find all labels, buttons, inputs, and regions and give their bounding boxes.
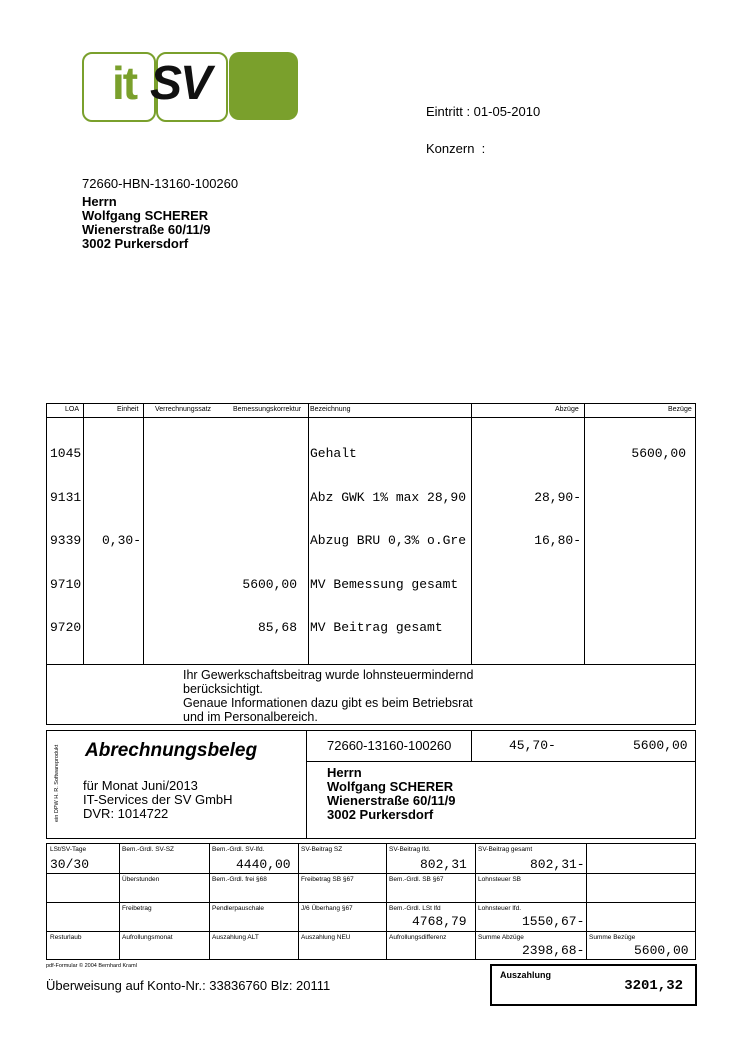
einheit-cell xyxy=(83,447,141,462)
aufrollungsdifferenz-label: Aufrollungsdifferenz xyxy=(389,934,447,941)
beleg-dvr: DVR: 1014722 xyxy=(83,806,169,821)
einheit-cell xyxy=(83,578,141,593)
beleg-address-name: Wolfgang SCHERER xyxy=(327,779,454,794)
col-header-loa: LOA xyxy=(65,406,80,413)
eintritt-date: Eintritt : 01-05-2010 xyxy=(426,104,541,119)
reference-number: 72660-HBN-13160-100260 xyxy=(82,176,239,191)
beleg-address-salutation: Herrn xyxy=(327,765,362,780)
bezuege-column xyxy=(586,418,686,665)
bem-grdl-sv-lfd-value: 4440,00 xyxy=(236,857,291,872)
bemessung-cell xyxy=(197,534,297,549)
einheit-cell xyxy=(83,621,141,636)
software-producer-note: ein DPW H. R. Softwareprodukt xyxy=(54,744,60,822)
summe-abzuege-label: Summe Abzüge xyxy=(478,934,524,941)
sv-beitrag-gesamt-label: SV-Beitrag gesamt xyxy=(478,846,533,853)
beleg-info xyxy=(83,779,233,821)
loa-cell: 9339 xyxy=(50,533,82,548)
summe-abzuege-value: 2398,68- xyxy=(522,943,585,958)
loa-column xyxy=(50,418,81,665)
loa-cell: 1045 xyxy=(50,446,82,461)
pdf-copyright: pdf-Formular © 2004 Bernhard Kraml xyxy=(46,963,137,969)
col-header-verrechnungssatz: Verrechnungssatz xyxy=(155,406,212,413)
beleg-address-street: Wienerstraße 60/11/9 xyxy=(327,793,456,808)
bem-grdl-lst-label: Bem.-Grdl. LSt lfd xyxy=(389,905,441,912)
resturlaub-label: Resturlaub xyxy=(50,934,82,941)
summary-grid xyxy=(46,843,696,960)
col-header-bemessungskorrektur: Bemessungskorrektur xyxy=(233,406,302,413)
bemessung-column xyxy=(197,418,297,665)
union-fee-notice xyxy=(183,668,473,724)
abzuege-cell xyxy=(473,621,581,636)
bemessung-cell xyxy=(197,447,297,462)
address-name: Wolfgang SCHERER xyxy=(82,208,209,223)
col-header-bezuege: Bezüge xyxy=(668,406,692,413)
ueberstunden-label: Überstunden xyxy=(122,876,160,883)
bezuege-cell xyxy=(586,491,686,506)
einheit-column xyxy=(83,418,141,665)
abzuege-cell: 28,90- xyxy=(534,489,581,505)
bezuege-cell xyxy=(586,534,686,549)
beleg-title: Abrechnungsbeleg xyxy=(85,740,258,761)
bank-transfer-info: Überweisung auf Konto-Nr.: 33836760 Blz: 20111 xyxy=(46,978,331,993)
bem-grdl-lst-value: 4768,79 xyxy=(412,914,467,929)
payout-label: Auszahlung xyxy=(500,970,551,980)
konzern-label: Konzern : xyxy=(426,141,486,156)
bezuege-cell xyxy=(586,578,686,593)
bem-grdl-frei-label: Bem.-Grdl. frei §68 xyxy=(212,876,267,883)
notice-line: Ihr Gewerkschaftsbeitrag wurde lohnsteuermindernd xyxy=(183,668,474,682)
bem-grdl-sv-lfd-label: Bem.-Grdl. SV-lfd. xyxy=(212,846,265,853)
bem-grdl-sb-label: Bem.-Grdl. SB §67 xyxy=(389,876,444,883)
sv-tage-label: LSt/SV-Tage xyxy=(50,846,87,853)
bezuege-cell xyxy=(586,621,686,636)
bemessung-cell: 85,68 xyxy=(257,620,297,635)
bezeichnung-cell: Gehalt xyxy=(310,446,357,461)
sv-beitrag-gesamt-value: 802,31- xyxy=(530,857,585,872)
loa-cell: 9710 xyxy=(50,576,82,592)
bezeichnung-cell: Abzug BRU 0,3% o.Gre xyxy=(310,533,467,548)
summe-bezuege-label: Summe Bezüge xyxy=(589,934,636,941)
notice-line: Genaue Informationen dazu gibt es beim Betriebsrat xyxy=(183,696,473,710)
aufrollungsmonat-label: Aufrollungsmonat xyxy=(122,934,173,941)
loa-cell: 9720 xyxy=(50,620,82,635)
j6-ueberhang-label: J/6 Überhang §67 xyxy=(301,905,353,912)
bezuege-cell: 5600,00 xyxy=(631,446,686,461)
col-header-bezeichnung: Bezeichnung xyxy=(310,406,351,413)
beleg-section xyxy=(46,730,696,839)
bezeichnung-cell: Abz GWK 1% max 28,90 xyxy=(310,489,467,505)
bemessung-cell xyxy=(197,491,297,506)
beleg-company: IT-Services der SV GmbH xyxy=(83,792,233,807)
col-header-einheit: Einheit xyxy=(117,406,139,413)
pendlerpauschale-label: Pendlerpauschale xyxy=(212,905,265,912)
sv-beitrag-sz-label: SV-Beitrag SZ xyxy=(301,846,343,853)
loa-cell: 9131 xyxy=(50,489,82,505)
logo-text-sv: SV xyxy=(150,57,211,110)
lohnsteuer-lfd-label: Lohnsteuer lfd. xyxy=(478,905,522,912)
bezeichnung-cell: MV Bemessung gesamt xyxy=(310,576,459,592)
freibetrag-sb-label: Freibetrag SB §67 xyxy=(301,876,354,883)
freibetrag-label: Freibetrag xyxy=(122,905,152,912)
address-city: 3002 Purkersdorf xyxy=(82,236,189,251)
sv-beitrag-lfd-label: SV-Beitrag lfd. xyxy=(389,846,431,853)
bemessung-cell: 5600,00 xyxy=(242,576,297,592)
einheit-cell xyxy=(83,491,141,506)
beleg-abzuege: 45,70- xyxy=(509,738,556,753)
bezeichnung-cell: MV Beitrag gesamt xyxy=(310,620,443,635)
beleg-bezuege: 5600,00 xyxy=(633,738,688,753)
payout-value: 3201,32 xyxy=(624,978,683,994)
payout-box xyxy=(490,964,697,1006)
abzuege-cell: 16,80- xyxy=(534,533,581,548)
abzuege-cell xyxy=(473,447,581,462)
lohnsteuer-sb-label: Lohnsteuer SB xyxy=(478,876,522,883)
beleg-address-city: 3002 Purkersdorf xyxy=(327,807,434,822)
auszahlung-neu-label: Auszahlung NEU xyxy=(301,934,351,941)
main-table xyxy=(46,403,696,725)
beleg-ref: 72660-13160-100260 xyxy=(327,738,452,753)
sv-beitrag-lfd-value: 802,31 xyxy=(420,857,467,872)
abzuege-column xyxy=(473,418,581,665)
bem-grdl-sv-sz-label: Bem.-Grdl. SV-SZ xyxy=(122,846,175,853)
sv-tage-value: 30/30 xyxy=(50,857,90,872)
beleg-month: für Monat Juni/2013 xyxy=(83,778,198,793)
einheit-cell: 0,30- xyxy=(101,533,141,548)
logo-text-it: it xyxy=(112,57,137,109)
notice-line: berücksichtigt. xyxy=(183,682,263,696)
lohnsteuer-lfd-value: 1550,67- xyxy=(522,914,585,929)
summe-bezuege-value: 5600,00 xyxy=(634,943,689,958)
beleg-address xyxy=(327,766,456,822)
notice-line: und im Personalbereich. xyxy=(183,710,318,724)
abzuege-cell xyxy=(473,578,581,593)
recipient-address xyxy=(82,195,211,251)
col-header-abzuege: Abzüge xyxy=(555,406,579,413)
bezeichnung-column xyxy=(310,418,466,665)
address-street: Wienerstraße 60/11/9 xyxy=(82,222,211,237)
auszahlung-alt-label: Auszahlung ALT xyxy=(212,934,259,941)
address-salutation: Herrn xyxy=(82,194,117,209)
